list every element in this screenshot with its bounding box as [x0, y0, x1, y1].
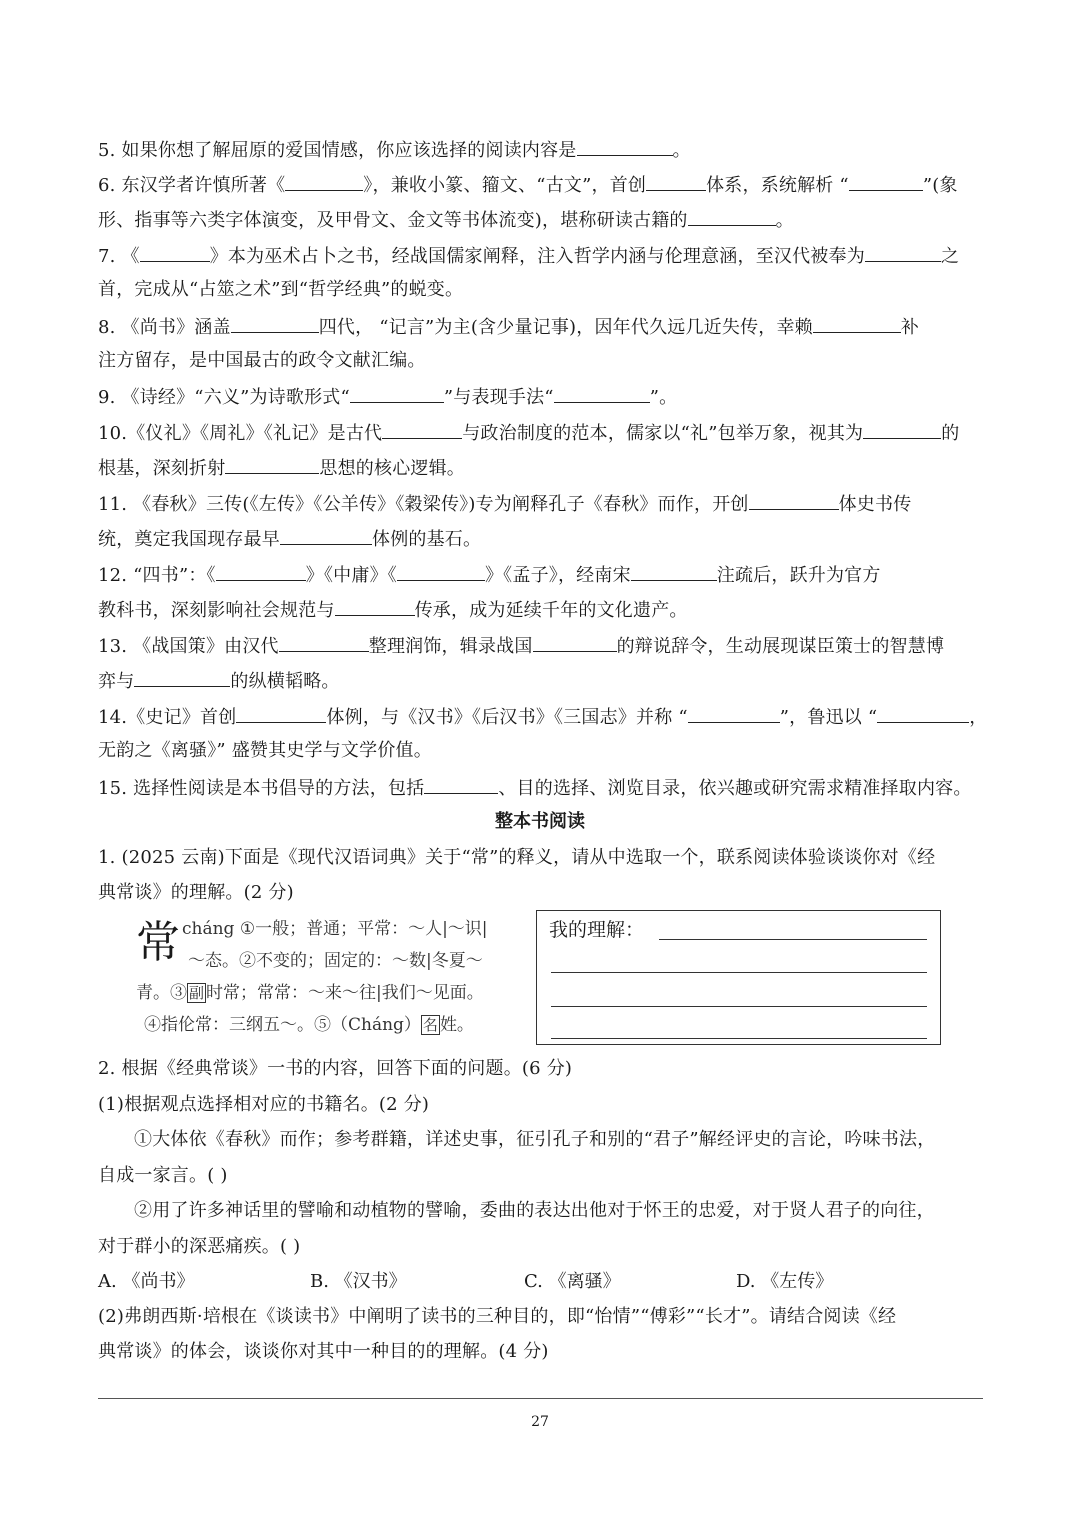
blank[interactable]: [877, 704, 969, 723]
option-a[interactable]: A. 《尚书》: [98, 1271, 195, 1292]
part2-subquestion-1: (1)根据观点选择相对应的书籍名。(2 分): [98, 1094, 430, 1115]
blank[interactable]: [688, 704, 780, 723]
blank[interactable]: [280, 526, 372, 545]
question-9: 9. 《诗经》“六义”为诗歌形式“ ”与表现手法“ ”。: [98, 384, 983, 410]
question-14-line-1: 14.《史记》首创 体例，与《汉书》《后汉书》《三国志》并称 “ ”，鲁迅以 “ ，: [98, 704, 983, 730]
question-15: 15. 选择性阅读是本书倡导的方法，包括 、目的选择、浏览目录，依兴趣或研究需求精准择取内容。: [98, 775, 983, 801]
blank[interactable]: [554, 384, 650, 403]
question-14-line-2: 无韵之《离骚》” 盛赞其史学与文学价值。: [98, 740, 432, 761]
question-5: 5. 如果你想了解屈原的爱国情感，你应该选择的阅读内容是 。: [98, 137, 983, 163]
dictionary-line-3: 青。③ 副 时常；常常：～来～往|我们～见面。: [136, 983, 484, 1003]
option-c[interactable]: C. 《离骚》: [524, 1271, 621, 1292]
dictionary-line-4: ④指伦常：三纲五～。⑤（Cháng） 名 姓。: [144, 1015, 474, 1035]
blank[interactable]: [849, 172, 923, 191]
option-d[interactable]: D. 《左传》: [736, 1271, 834, 1292]
item-1-line-1: ①大体依《春秋》而作；参考群籍，详述史事，征引孔子和别的“君子”解经评史的言论，吟味书法，: [134, 1129, 936, 1150]
blank[interactable]: [397, 562, 485, 581]
part1-question-line-1: 1. (2025 云南)下面是《现代汉语词典》关于“常”的释义，请从中选取一个，联系阅读体验谈谈你对《经: [98, 847, 936, 868]
question-12-line-2: 教科书，深刻影响社会规范与 传承，成为延续千年的文化遗产。: [98, 597, 983, 623]
question-13-line-1: 13. 《战国策》由汉代 整理润饰，辑录战国 的辩说辞令，生动展现谋臣策士的智慧博: [98, 633, 983, 659]
answer-line[interactable]: [551, 972, 927, 973]
dictionary-entry: [136, 912, 536, 1046]
blank[interactable]: [424, 775, 498, 794]
question-12-line-1: 12. “四书”：《 》《中庸》《 》《孟子》，经南宋 注疏后，跃升为官方: [98, 562, 983, 588]
answer-line[interactable]: [659, 939, 927, 940]
question-11-line-2: 统，奠定我国现存最早 体例的基石。: [98, 526, 983, 552]
part2-subquestion-2-line-2: 典常谈》的体会，谈谈你对其中一种目的的理解。(4 分): [98, 1341, 549, 1362]
answer-label: 我的理解：: [549, 919, 645, 941]
blank[interactable]: [646, 172, 706, 191]
answer-line[interactable]: [551, 1006, 927, 1007]
answer-box[interactable]: [536, 910, 941, 1045]
question-8-line-1: 8. 《尚书》涵盖 四代， “记言”为主(含少量记事)，因年代久远几近失传，幸赖 补: [98, 314, 983, 340]
blank[interactable]: [335, 597, 415, 616]
question-13-line-2: 弈与 的纵横韬略。: [98, 668, 983, 694]
part2-question: 2. 根据《经典常谈》一书的内容，回答下面的问题。(6 分): [98, 1058, 573, 1079]
part2-subquestion-2-line-1: (2)弗朗西斯·培根在《谈读书》中阐明了读书的三种目的，即“怡情”“傅彩”“长才”。请结合阅读《经: [98, 1306, 897, 1327]
blank[interactable]: [813, 314, 901, 333]
dictionary-line-1: cháng ①一般；普通；平常：～人|～识|: [182, 919, 488, 939]
part1-question-line-2: 典常谈》的理解。(2 分): [98, 882, 294, 903]
blank[interactable]: [140, 243, 210, 262]
answer-line[interactable]: [551, 1038, 927, 1039]
blank[interactable]: [865, 243, 941, 262]
question-7-line-2: 首，完成从“占筮之术”到“哲学经典”的蜕变。: [98, 279, 464, 300]
question-7-line-1: 7. 《 》本为巫术占卜之书，经战国儒家阐释，注入哲学内涵与伦理意涵，至汉代被奉为 之: [98, 243, 983, 269]
adverb-tag: 副: [189, 984, 205, 1002]
question-10-line-1: 10.《仪礼》《周礼》《礼记》是古代 与政治制度的范本，儒家以“礼”包举万象，视其为 的: [98, 420, 983, 446]
question-8-line-2: 注方留存，是中国最古的政令文献汇编。: [98, 350, 426, 371]
noun-tag: 名: [422, 1016, 438, 1034]
blank[interactable]: [749, 491, 839, 510]
blank[interactable]: [231, 314, 319, 333]
section-title: 整本书阅读: [495, 811, 585, 832]
dictionary-line-2: ～态。②不变的；固定的：～数|冬夏～: [188, 951, 483, 971]
question-10-line-2: 根基，深刻折射 思想的核心逻辑。: [98, 455, 983, 481]
item-2-line-2: 对于群小的深恶痛疾。( ): [98, 1236, 301, 1257]
blank[interactable]: [216, 562, 306, 581]
blank[interactable]: [577, 137, 673, 156]
question-11-line-1: 11. 《春秋》三传(《左传》《公羊传》《穀梁传》)专为阐释孔子《春秋》而作，开创 体史书传: [98, 491, 983, 517]
page-number: 27: [531, 1414, 549, 1430]
blank[interactable]: [134, 668, 230, 687]
blank[interactable]: [631, 562, 717, 581]
option-b[interactable]: B. 《汉书》: [310, 1271, 407, 1292]
item-1-line-2: 自成一家言。( ): [98, 1165, 228, 1186]
blank[interactable]: [225, 455, 319, 474]
blank[interactable]: [382, 420, 462, 439]
blank[interactable]: [285, 172, 363, 191]
blank[interactable]: [350, 384, 444, 403]
item-2-line-1: ②用了许多神话里的譬喻和动植物的譬喻，委曲的表达出他对于怀王的忠爱，对于贤人君子的向往，: [134, 1200, 935, 1221]
question-6-line-2: 形、指事等六类字体演变，及甲骨文、金文等书体流变)，堪称研读古籍的 。: [98, 207, 983, 233]
blank[interactable]: [236, 704, 326, 723]
blank[interactable]: [279, 633, 369, 652]
question-6-line-1: 6. 东汉学者许慎所著《 》，兼收小篆、籀文、“古文”，首创 体系，系统解析 “ ”(象: [98, 172, 983, 198]
dictionary-headword: 常: [136, 917, 180, 968]
blank[interactable]: [688, 207, 776, 226]
blank[interactable]: [863, 420, 941, 439]
blank[interactable]: [533, 633, 617, 652]
footer-divider: [98, 1398, 983, 1399]
